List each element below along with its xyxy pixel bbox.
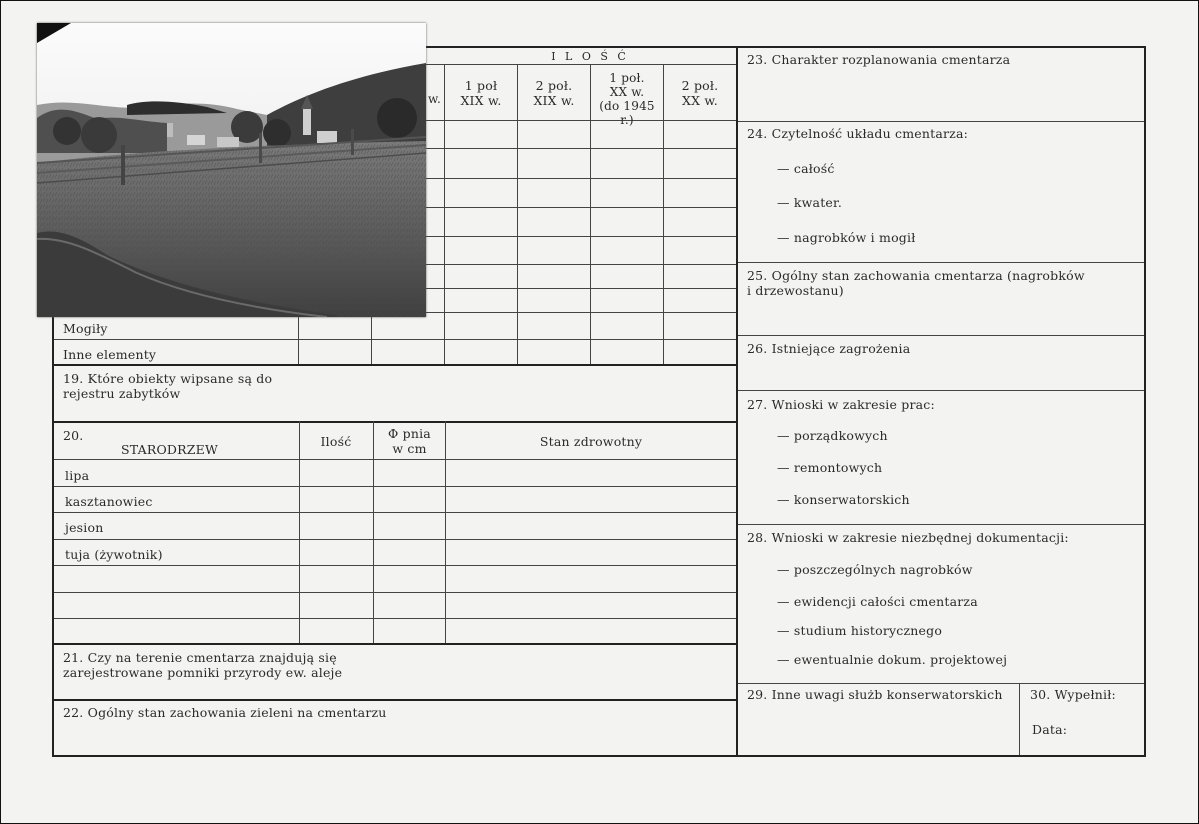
cemetery-photo: [37, 23, 426, 317]
q27-option: — remontowych: [777, 460, 883, 475]
rule: [736, 46, 1146, 48]
tree-row-label: jesion: [65, 520, 104, 535]
rule: [54, 339, 736, 340]
rule: [426, 312, 736, 313]
q27-option: — konserwatorskich: [777, 492, 910, 507]
rule: [738, 524, 1144, 525]
rule: [426, 264, 736, 265]
tree-row-label: kasztanowiec: [65, 494, 153, 509]
rule: [299, 421, 300, 643]
question-26: 26. Istniejące zagrożenia: [747, 341, 911, 356]
q28-option: — ewentualnie dokum. projektowej: [777, 652, 1008, 667]
rule: [426, 288, 736, 289]
rule: [738, 262, 1144, 263]
q28-option: — ewidencji całości cmentarza: [777, 594, 978, 609]
rule: [426, 120, 736, 121]
rule: [54, 592, 736, 593]
question-28: 28. Wnioski w zakresie niezbędnej dokumentacji:: [747, 530, 1069, 545]
q27-option: — porządkowych: [777, 428, 888, 443]
rule: [426, 46, 738, 48]
rule: [54, 618, 736, 619]
question-25: 25. Ogólny stan zachowania cmentarza (nagrobków i drzewostanu): [747, 268, 1085, 298]
rule: [54, 512, 736, 513]
tree-row-label: tuja (żywotnik): [65, 547, 163, 562]
col-header-stan: Stan zdrowotny: [539, 434, 643, 449]
tree-row-label: lipa: [65, 468, 90, 483]
question-23: 23. Charakter rozplanowania cmentarza: [747, 52, 1011, 67]
question-24: 24. Czytelność układu cmentarza:: [747, 126, 969, 141]
rule: [426, 236, 736, 237]
col-header-1pol-xx: 1 poł. XX w. (do 1945 r.): [599, 71, 655, 127]
question-27: 27. Wnioski w zakresie prac:: [747, 397, 935, 412]
question-19: 19. Które obiekty wipsane są do rejestru zabytków: [63, 371, 273, 401]
bottom-border: [52, 755, 1146, 757]
col-header-2pol-xix: 2 poł. XIX w.: [533, 78, 575, 108]
rule: [1019, 683, 1020, 755]
q24-option: — całość: [777, 161, 835, 176]
q24-option: — nagrobków i mogił: [777, 230, 916, 245]
rule: [517, 64, 518, 364]
rule: [445, 421, 446, 643]
rule: [444, 64, 445, 364]
center-divider: [736, 46, 738, 756]
question-20-number: 20.: [63, 428, 84, 443]
rule: [54, 643, 736, 645]
q28-option: — studium historycznego: [777, 623, 943, 638]
rule: [738, 683, 1144, 684]
rule: [54, 421, 736, 423]
question-21: 21. Czy na terenie cmentarza znajdują się zarejestrowane pomniki przyrody ew. aleje: [63, 650, 343, 680]
date-label: Data:: [1032, 722, 1068, 737]
rule: [426, 178, 736, 179]
question-30: 30. Wypełnił:: [1030, 687, 1116, 702]
col-header-pien: Φ pnia w cm: [388, 426, 431, 456]
rule: [663, 64, 664, 364]
rule: [738, 335, 1144, 336]
left-border: [52, 310, 54, 756]
starodrzew-title: STARODRZEW: [121, 442, 218, 457]
right-border: [1144, 46, 1146, 756]
rule: [54, 459, 736, 460]
rule: [426, 64, 736, 65]
col-header-ilosc: Ilość: [320, 434, 352, 449]
rule: [54, 699, 736, 701]
rule: [54, 565, 736, 566]
rule: [426, 148, 736, 149]
q28-option: — poszczególnych nagrobków: [777, 562, 973, 577]
rule: [54, 486, 736, 487]
rule: [371, 316, 372, 364]
col-header-1pol-xix: 1 poł XIX w.: [460, 78, 502, 108]
rule: [298, 316, 299, 364]
row-label-inne-elementy: Inne elementy: [63, 347, 157, 362]
question-29: 29. Inne uwagi służb konserwatorskich: [747, 687, 1003, 702]
rule: [738, 390, 1144, 391]
rule: [54, 539, 736, 540]
row-label-mogily: Mogiły: [63, 321, 108, 336]
rule: [738, 121, 1144, 122]
rule: [426, 207, 736, 208]
question-22: 22. Ogólny stan zachowania zieleni na cmentarzu: [63, 705, 387, 720]
cut-column-label: w.: [428, 92, 442, 106]
col-header-2pol-xx: 2 poł. XX w.: [681, 78, 719, 108]
rule: [54, 364, 736, 366]
ilosc-header: I L O Ś Ć: [551, 50, 629, 63]
q24-option: — kwater.: [777, 195, 842, 210]
